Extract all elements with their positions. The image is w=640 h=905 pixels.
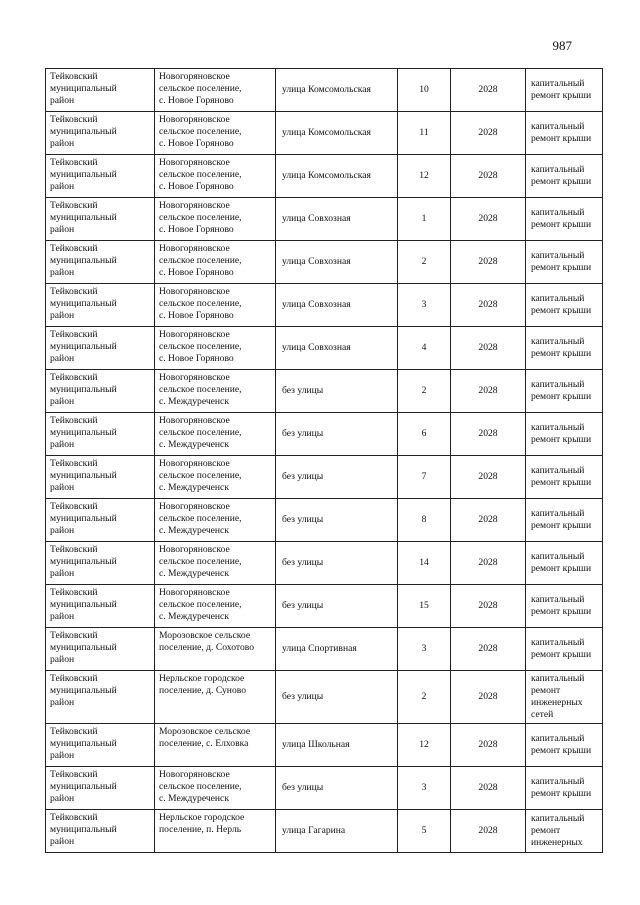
settlement-cell: Новогоряновское сельское поселение, с. Новое Горяново	[155, 112, 276, 155]
house-number-cell: 11	[398, 112, 451, 155]
house-number-cell: 7	[398, 456, 451, 499]
work-type-cell: капитальный ремонт крыши	[526, 112, 603, 155]
table-row	[46, 767, 603, 810]
street-cell: без улицы	[276, 413, 398, 456]
year-cell: 2028	[451, 284, 526, 327]
house-number-cell: 6	[398, 413, 451, 456]
year-cell: 2028	[451, 69, 526, 112]
year-cell: 2028	[451, 585, 526, 628]
house-number-cell: 3	[398, 767, 451, 810]
work-type-cell: капитальный ремонт крыши	[526, 456, 603, 499]
housing-repair-table	[45, 68, 603, 853]
year-cell: 2028	[451, 671, 526, 724]
work-type-cell: капитальный ремонт инженерных	[526, 810, 603, 853]
district-cell: Тейковский муниципальный район	[46, 810, 155, 853]
house-number-cell: 2	[398, 370, 451, 413]
settlement-cell: Новогоряновское сельское поселение, с. Междуреченск	[155, 767, 276, 810]
table-row	[46, 499, 603, 542]
settlement-cell: Новогоряновское сельское поселение, с. Новое Горяново	[155, 198, 276, 241]
table-row	[46, 69, 603, 112]
year-cell: 2028	[451, 456, 526, 499]
street-cell: улица Комсомольская	[276, 69, 398, 112]
page-number: 987	[552, 38, 572, 53]
table-row	[46, 241, 603, 284]
district-cell: Тейковский муниципальный район	[46, 628, 155, 671]
street-cell: без улицы	[276, 671, 398, 724]
district-cell: Тейковский муниципальный район	[46, 671, 155, 724]
district-cell: Тейковский муниципальный район	[46, 767, 155, 810]
table-row	[46, 456, 603, 499]
year-cell: 2028	[451, 198, 526, 241]
district-cell: Тейковский муниципальный район	[46, 155, 155, 198]
settlement-cell: Новогоряновское сельское поселение, с. Новое Горяново	[155, 327, 276, 370]
district-cell: Тейковский муниципальный район	[46, 456, 155, 499]
table-row	[46, 628, 603, 671]
year-cell: 2028	[451, 370, 526, 413]
settlement-cell: Новогоряновское сельское поселение, с. Междуреченск	[155, 585, 276, 628]
street-cell: улица Гагарина	[276, 810, 398, 853]
street-cell: без улицы	[276, 499, 398, 542]
district-cell: Тейковский муниципальный район	[46, 327, 155, 370]
district-cell: Тейковский муниципальный район	[46, 370, 155, 413]
house-number-cell: 3	[398, 628, 451, 671]
work-type-cell: капитальный ремонт крыши	[526, 542, 603, 585]
street-cell: улица Спортивная	[276, 628, 398, 671]
settlement-cell: Новогоряновское сельское поселение, с. Междуреченск	[155, 370, 276, 413]
district-cell: Тейковский муниципальный район	[46, 241, 155, 284]
district-cell: Тейковский муниципальный район	[46, 499, 155, 542]
street-cell: улица Школьная	[276, 724, 398, 767]
year-cell: 2028	[451, 810, 526, 853]
year-cell: 2028	[451, 112, 526, 155]
street-cell: улица Комсомольская	[276, 155, 398, 198]
work-type-cell: капитальный ремонт крыши	[526, 69, 603, 112]
table-row	[46, 542, 603, 585]
house-number-cell: 4	[398, 327, 451, 370]
street-cell: без улицы	[276, 585, 398, 628]
work-type-cell: капитальный ремонт крыши	[526, 370, 603, 413]
house-number-cell: 3	[398, 284, 451, 327]
district-cell: Тейковский муниципальный район	[46, 585, 155, 628]
year-cell: 2028	[451, 767, 526, 810]
table-body	[46, 69, 603, 853]
table-row	[46, 327, 603, 370]
house-number-cell: 8	[398, 499, 451, 542]
district-cell: Тейковский муниципальный район	[46, 413, 155, 456]
work-type-cell: капитальный ремонт крыши	[526, 198, 603, 241]
street-cell: улица Совхозная	[276, 241, 398, 284]
settlement-cell: Нерльское городское поселение, д. Суново	[155, 671, 276, 724]
year-cell: 2028	[451, 724, 526, 767]
work-type-cell: капитальный ремонт крыши	[526, 628, 603, 671]
year-cell: 2028	[451, 542, 526, 585]
settlement-cell: Морозовское сельское поселение, с. Елховка	[155, 724, 276, 767]
table-row	[46, 155, 603, 198]
settlement-cell: Новогоряновское сельское поселение, с. Междуреченск	[155, 456, 276, 499]
table-row	[46, 413, 603, 456]
table-row	[46, 585, 603, 628]
settlement-cell: Новогоряновское сельское поселение, с. Междуреченск	[155, 413, 276, 456]
work-type-cell: капитальный ремонт крыши	[526, 724, 603, 767]
work-type-cell: капитальный ремонт крыши	[526, 155, 603, 198]
table-row	[46, 112, 603, 155]
settlement-cell: Новогоряновское сельское поселение, с. Новое Горяново	[155, 241, 276, 284]
work-type-cell: капитальный ремонт крыши	[526, 284, 603, 327]
house-number-cell: 2	[398, 241, 451, 284]
house-number-cell: 1	[398, 198, 451, 241]
house-number-cell: 2	[398, 671, 451, 724]
settlement-cell: Новогоряновское сельское поселение, с. Междуреченск	[155, 542, 276, 585]
work-type-cell: капитальный ремонт крыши	[526, 585, 603, 628]
table-row	[46, 370, 603, 413]
street-cell: улица Совхозная	[276, 327, 398, 370]
work-type-cell: капитальный ремонт крыши	[526, 499, 603, 542]
table-row	[46, 810, 603, 853]
settlement-cell: Нерльское городское поселение, п. Нерль	[155, 810, 276, 853]
year-cell: 2028	[451, 327, 526, 370]
table-row	[46, 671, 603, 724]
house-number-cell: 15	[398, 585, 451, 628]
district-cell: Тейковский муниципальный район	[46, 724, 155, 767]
year-cell: 2028	[451, 499, 526, 542]
house-number-cell: 5	[398, 810, 451, 853]
street-cell: улица Совхозная	[276, 198, 398, 241]
year-cell: 2028	[451, 628, 526, 671]
settlement-cell: Новогоряновское сельское поселение, с. Новое Горяново	[155, 284, 276, 327]
work-type-cell: капитальный ремонт крыши	[526, 241, 603, 284]
work-type-cell: капитальный ремонт крыши	[526, 327, 603, 370]
work-type-cell: капитальный ремонт крыши	[526, 413, 603, 456]
settlement-cell: Новогоряновское сельское поселение, с. Новое Горяново	[155, 155, 276, 198]
settlement-cell: Новогоряновское сельское поселение, с. Новое Горяново	[155, 69, 276, 112]
house-number-cell: 10	[398, 69, 451, 112]
house-number-cell: 12	[398, 724, 451, 767]
street-cell: без улицы	[276, 370, 398, 413]
table-row	[46, 284, 603, 327]
settlement-cell: Новогоряновское сельское поселение, с. Междуреченск	[155, 499, 276, 542]
house-number-cell: 14	[398, 542, 451, 585]
year-cell: 2028	[451, 155, 526, 198]
work-type-cell: капитальный ремонт инженерных сетей	[526, 671, 603, 724]
district-cell: Тейковский муниципальный район	[46, 112, 155, 155]
table-row	[46, 724, 603, 767]
district-cell: Тейковский муниципальный район	[46, 284, 155, 327]
street-cell: без улицы	[276, 456, 398, 499]
settlement-cell: Морозовское сельское поселение, д. Сохотово	[155, 628, 276, 671]
year-cell: 2028	[451, 413, 526, 456]
district-cell: Тейковский муниципальный район	[46, 542, 155, 585]
table-row	[46, 198, 603, 241]
district-cell: Тейковский муниципальный район	[46, 69, 155, 112]
work-type-cell: капитальный ремонт крыши	[526, 767, 603, 810]
street-cell: без улицы	[276, 542, 398, 585]
house-number-cell: 12	[398, 155, 451, 198]
district-cell: Тейковский муниципальный район	[46, 198, 155, 241]
street-cell: улица Совхозная	[276, 284, 398, 327]
street-cell: без улицы	[276, 767, 398, 810]
street-cell: улица Комсомольская	[276, 112, 398, 155]
year-cell: 2028	[451, 241, 526, 284]
